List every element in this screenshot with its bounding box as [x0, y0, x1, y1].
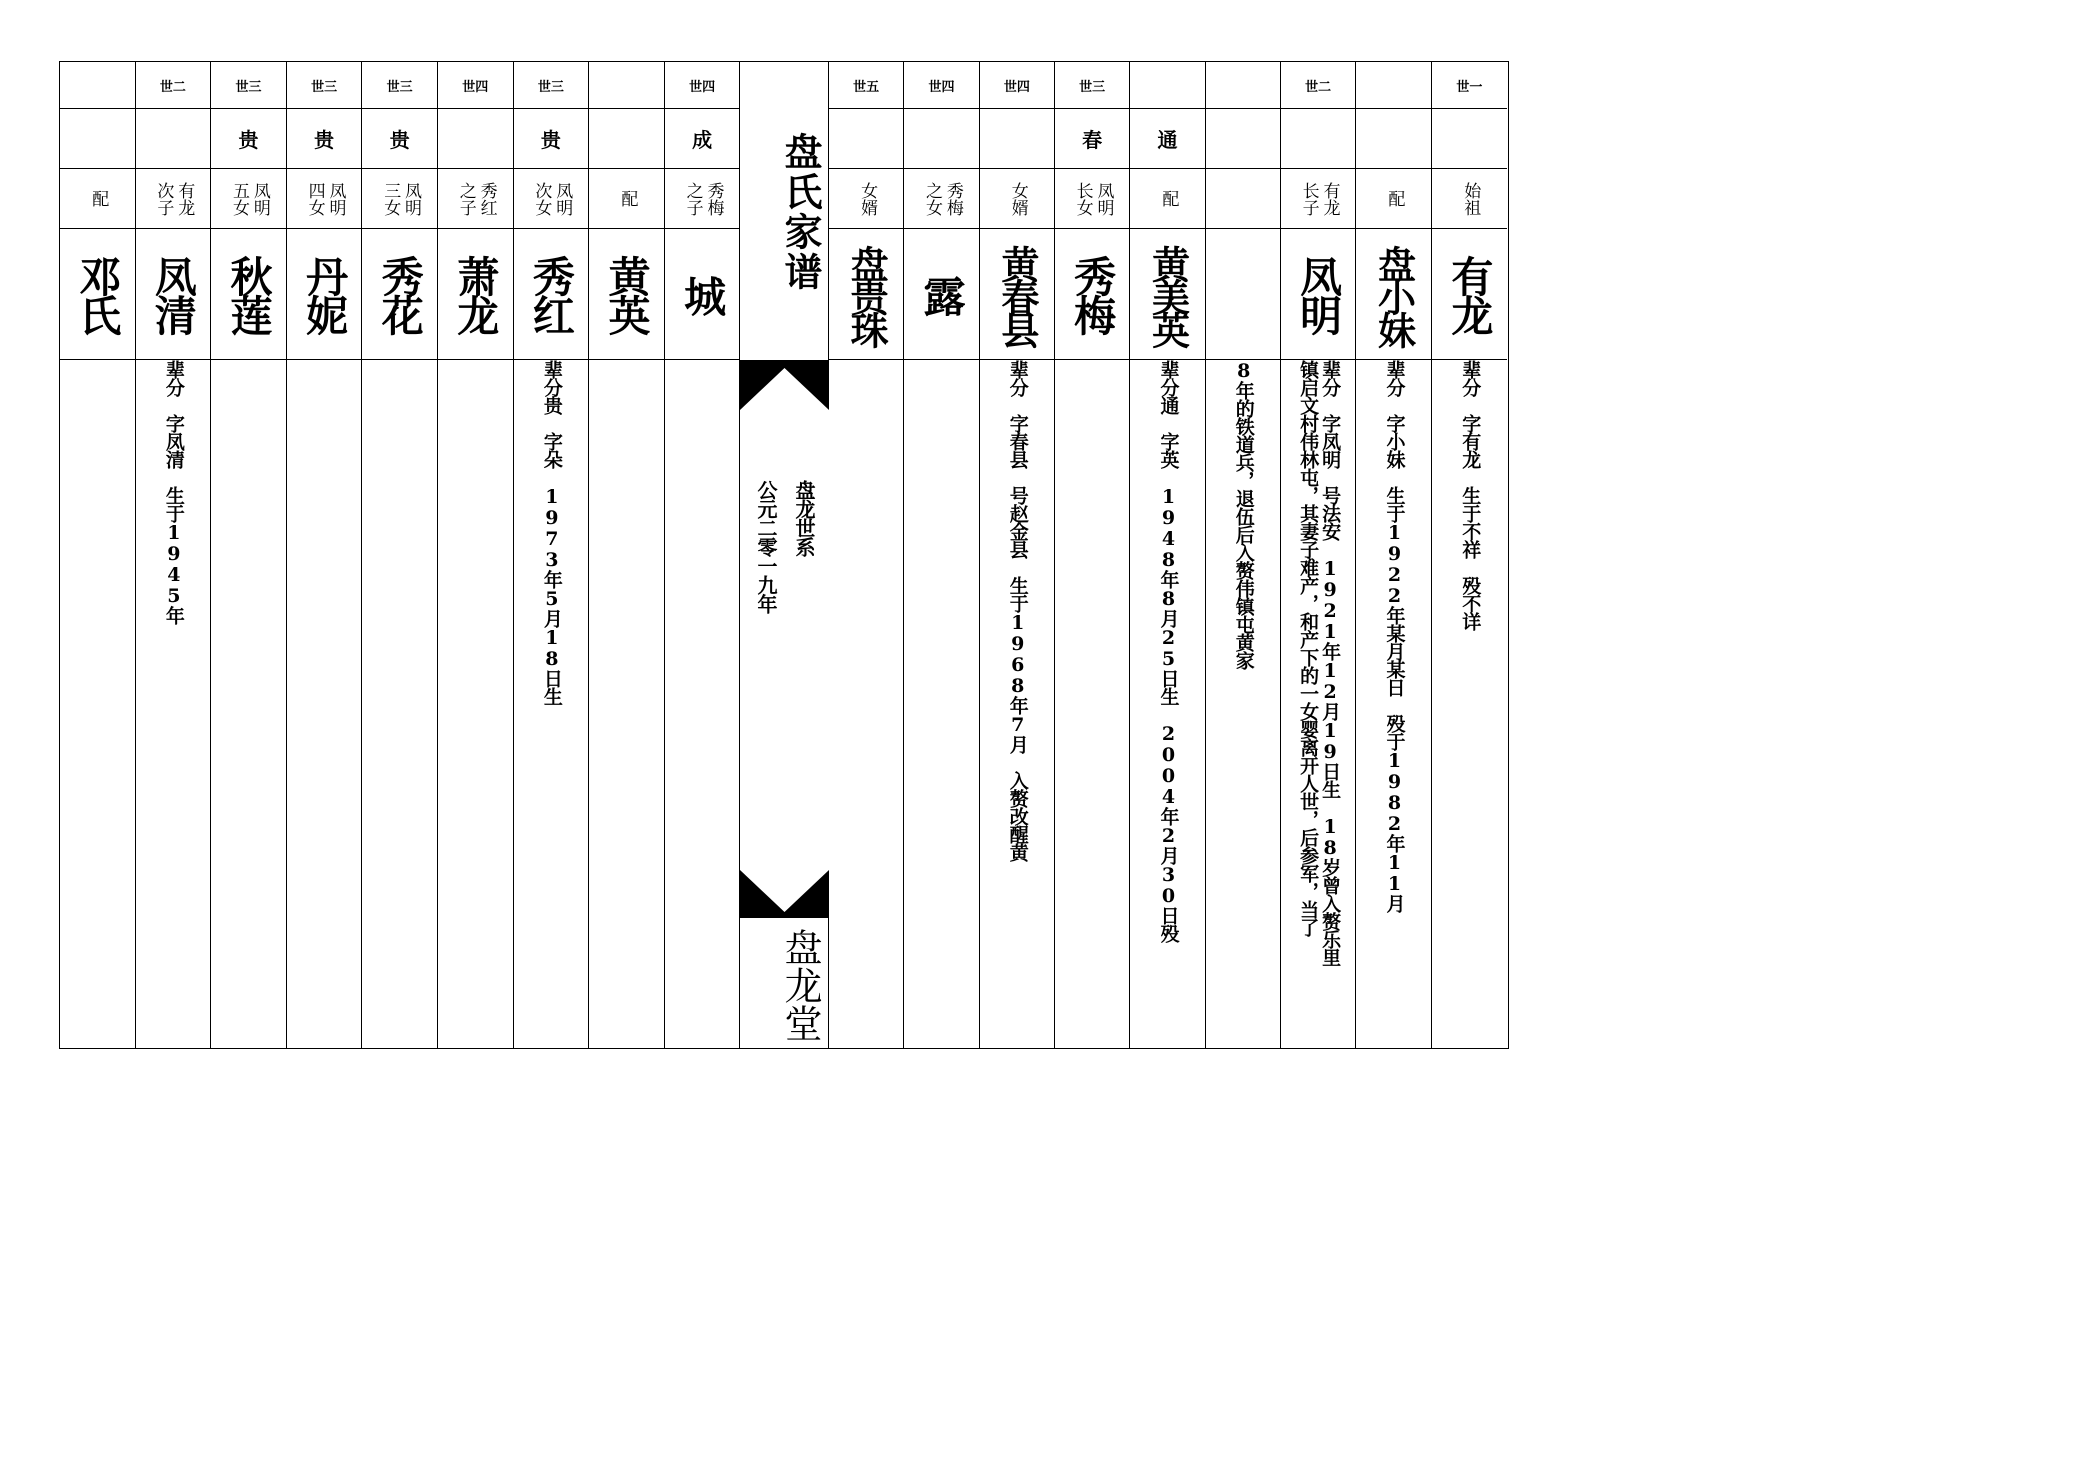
relation-cell: [1055, 169, 1129, 229]
member-name: 邓氏: [73, 255, 123, 333]
relation-cell: [60, 169, 135, 229]
member-name-cell: [1055, 229, 1129, 360]
relation-part: 之子: [682, 181, 703, 216]
biography-cell: [60, 360, 135, 1048]
biography-text: 辈分 字小妹 生于1922年某月某日 殁于1982年11月: [1383, 360, 1406, 912]
relation-part: 之女: [921, 181, 942, 216]
relation-cell: [514, 169, 589, 229]
generation-character: [1206, 109, 1280, 169]
generation-cell: 世五: [829, 62, 903, 109]
relation-cell: [904, 169, 978, 229]
member-name: 黄美英: [1145, 244, 1191, 344]
generation-cell: [60, 62, 135, 109]
genealogy-column: [1055, 62, 1130, 1048]
member-name: 秀红: [526, 255, 576, 333]
biography-text: 辈分通 字英 1948年8月25日生 2004年2月30日殁: [1157, 360, 1180, 942]
biography-text: 辈分 字有龙 生于不祥 殁不详: [1459, 360, 1482, 630]
generation-character: 春: [1055, 109, 1129, 169]
generation-cell: 世三: [211, 62, 286, 109]
generation-cell: [1206, 62, 1280, 109]
generation-character: 贵: [211, 109, 286, 169]
biography-text: 辈分 字春县 号赵金县 生于1968年7月 入赘改醒黄: [1006, 360, 1029, 861]
relation-part: 凤明: [325, 181, 346, 216]
generation-cell: 世四: [980, 62, 1054, 109]
member-name-cell: [136, 229, 211, 360]
generation-character: 通: [1130, 109, 1204, 169]
member-name: 丹妮: [300, 255, 350, 333]
member-name-cell: [514, 229, 589, 360]
genealogy-column: [287, 62, 363, 1048]
member-name: 凤明: [1294, 255, 1344, 333]
relation-cell: [665, 169, 740, 229]
biography-cell: [904, 360, 978, 1048]
biography-text: 辈分 字凤清 生于1945年: [162, 360, 185, 624]
member-name-cell: [362, 229, 437, 360]
relation-cell: [980, 169, 1054, 229]
generation-cell: 世三: [362, 62, 437, 109]
genealogy-column: [211, 62, 287, 1048]
relation-text: [922, 182, 961, 216]
relation-part: 长女: [1072, 181, 1093, 216]
generation-character: [904, 109, 978, 169]
member-name: 黄春县: [994, 244, 1040, 344]
genealogy-column: [589, 62, 665, 1048]
generation-cell: 世二: [136, 62, 211, 109]
genealogy-table: [59, 61, 1509, 1049]
relation-part: 之子: [455, 181, 476, 216]
generation-character: [1356, 109, 1430, 169]
relation-text: 配: [617, 190, 638, 207]
member-name-cell: [1432, 229, 1507, 360]
generation-cell: 世四: [904, 62, 978, 109]
member-name-cell: [211, 229, 286, 360]
relation-cell: [589, 169, 664, 229]
relation-cell: [438, 169, 513, 229]
relation-text: [1073, 182, 1112, 216]
relation-part: 凤明: [1093, 181, 1114, 216]
member-name: 露: [917, 274, 967, 314]
relation-text: [456, 182, 495, 216]
relation-cell: [362, 169, 437, 229]
relation-cell: [1281, 169, 1355, 229]
relation-part: 秀梅: [703, 181, 724, 216]
biography-cell: [1130, 360, 1204, 1048]
relation-cell: [211, 169, 286, 229]
generation-cell: 世四: [665, 62, 740, 109]
relation-part: 秀梅: [942, 181, 963, 216]
generation-character: [438, 109, 513, 169]
relation-part: 四女: [304, 181, 325, 216]
biography-cell: [362, 360, 437, 1048]
relation-text: [683, 182, 722, 216]
biography-cell: [1432, 360, 1507, 1048]
biography-cell: [980, 360, 1054, 1048]
biography-text: 镇启文村伟林屯，其妻子难产，和产下的一女婴离开人世，后参军，当了: [1297, 360, 1320, 936]
generation-character: [1432, 109, 1507, 169]
generation-character: 贵: [287, 109, 362, 169]
member-name-cell: [1206, 229, 1280, 360]
member-name-cell: [1281, 229, 1355, 360]
genealogy-column: [60, 62, 136, 1048]
relation-part: 五女: [228, 181, 249, 216]
relation-part: 次子: [153, 181, 174, 216]
relation-part: 凤明: [401, 181, 422, 216]
generation-cell: 世三: [287, 62, 362, 109]
member-name-cell: [287, 229, 362, 360]
biography-cell: [829, 360, 903, 1048]
relation-text: [532, 182, 571, 216]
relation-part: 秀红: [476, 181, 497, 216]
genealogy-column: [1206, 62, 1281, 1048]
genealogy-column: [1281, 62, 1356, 1048]
generation-cell: [1356, 62, 1430, 109]
relation-cell: [1356, 169, 1430, 229]
relation-text: 配: [1158, 190, 1179, 207]
relation-part: 有龙: [1319, 181, 1340, 216]
relation-text: [1299, 182, 1338, 216]
biography-cell: [1356, 360, 1430, 1048]
relation-cell: [1130, 169, 1204, 229]
relation-text: 配: [1384, 190, 1405, 207]
member-name-cell: [829, 229, 903, 360]
member-name: 黄英: [602, 255, 652, 333]
year-label: 公元二零一九年: [754, 480, 778, 613]
biography-cell: [136, 360, 211, 1048]
member-name: 萧龙: [451, 255, 501, 333]
genealogy-column: [438, 62, 514, 1048]
generation-character: 贵: [362, 109, 437, 169]
generation-character: [1281, 109, 1355, 169]
generation-cell: [1130, 62, 1204, 109]
biography-cell: [665, 360, 740, 1048]
genealogy-column: [980, 62, 1055, 1048]
member-name: 盘小妹: [1371, 244, 1417, 344]
relation-part: 凤明: [249, 181, 270, 216]
relation-text: 女婿: [857, 181, 878, 216]
biography-text: 辈分贵 字朵 1973年5月18日生: [540, 360, 563, 705]
relation-text: [305, 182, 344, 216]
genealogy-title: 盘氏家谱: [778, 132, 823, 292]
biography-text: 辈分 字凤明 号法安 1921年12月19日生 18岁曾入赘乐里: [1319, 360, 1342, 966]
relation-cell: [287, 169, 362, 229]
member-name-cell: [904, 229, 978, 360]
generation-character: [589, 109, 664, 169]
lineage-label: 盘龙世系: [792, 480, 816, 556]
member-name-cell: [1130, 229, 1204, 360]
biography-cell: [514, 360, 589, 1048]
member-name: 盘贵珠: [844, 244, 890, 344]
member-name-cell: [438, 229, 513, 360]
generation-character: [829, 109, 903, 169]
generation-cell: 世三: [1055, 62, 1129, 109]
center-column: [740, 62, 829, 1048]
relation-part: 三女: [380, 181, 401, 216]
relation-text: 女婿: [1007, 181, 1028, 216]
center-band-text: [740, 360, 828, 918]
genealogy-column: [136, 62, 212, 1048]
generation-cell: [589, 62, 664, 109]
relation-text: 始祖: [1460, 181, 1481, 216]
relation-cell: [1432, 169, 1507, 229]
generation-cell: 世四: [438, 62, 513, 109]
relation-text: [380, 181, 422, 216]
biography-text: 8年的铁道兵，退伍后入赘伟镇屯黄家: [1232, 360, 1255, 669]
biography-cell: [1055, 360, 1129, 1048]
member-name: 凤清: [148, 255, 198, 333]
member-name: 城: [678, 274, 728, 314]
relation-text: [154, 182, 193, 216]
hall-name: 盘龙堂: [778, 927, 822, 1042]
generation-character: [136, 109, 211, 169]
relation-part: 次女: [531, 181, 552, 216]
relation-text: 配: [88, 190, 109, 207]
member-name-cell: [589, 229, 664, 360]
member-name-cell: [1356, 229, 1430, 360]
member-name-cell: [60, 229, 135, 360]
genealogy-column: [1130, 62, 1205, 1048]
generation-character: [980, 109, 1054, 169]
member-name-cell: [665, 229, 740, 360]
relation-cell: [136, 169, 211, 229]
genealogy-column: [1432, 62, 1507, 1048]
biography-cell: [589, 360, 664, 1048]
biography-cell: [1206, 360, 1280, 1048]
relation-cell: [1206, 169, 1280, 229]
genealogy-column: [362, 62, 438, 1048]
generation-cell: 世三: [514, 62, 589, 109]
relation-text: [229, 182, 268, 216]
generation-cell: 世一: [1432, 62, 1507, 109]
relation-part: 凤明: [552, 181, 573, 216]
genealogy-column: [904, 62, 979, 1048]
biography-cell: [438, 360, 513, 1048]
generation-character: 成: [665, 109, 740, 169]
member-name: 秀花: [375, 255, 425, 333]
genealogy-column: [665, 62, 741, 1048]
genealogy-column: [829, 62, 904, 1048]
member-name: 秀梅: [1068, 255, 1118, 333]
member-name: 有龙: [1445, 255, 1495, 333]
biography-cell: [1281, 360, 1355, 1048]
genealogy-column: [514, 62, 590, 1048]
relation-part: 有龙: [174, 181, 195, 216]
biography-cell: [211, 360, 286, 1048]
member-name-cell: [980, 229, 1054, 360]
member-name: 秋莲: [224, 255, 274, 333]
genealogy-column: [1356, 62, 1431, 1048]
relation-part: 长子: [1298, 181, 1319, 216]
generation-character: [60, 109, 135, 169]
generation-character: 贵: [514, 109, 589, 169]
relation-cell: [829, 169, 903, 229]
biography-cell: [287, 360, 362, 1048]
generation-cell: 世二: [1281, 62, 1355, 109]
